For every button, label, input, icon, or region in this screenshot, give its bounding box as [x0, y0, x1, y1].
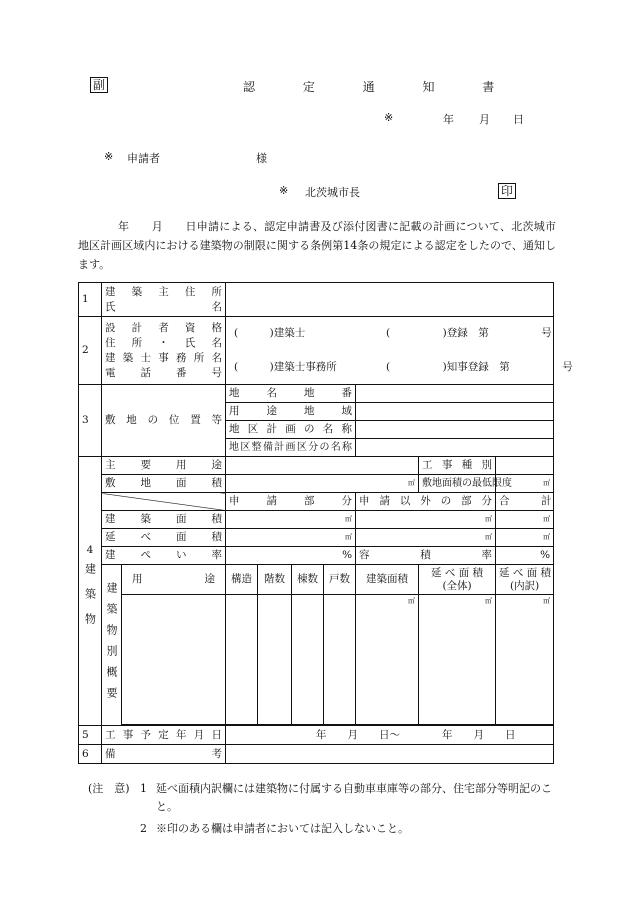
row-ratios: [79, 547, 554, 565]
row-area-header: [79, 493, 554, 511]
row-building-area: [79, 511, 554, 529]
office-registration: ( )知事登録 第 号: [386, 361, 573, 373]
owner-name-label: 氏 名: [105, 300, 223, 313]
note-1: [88, 780, 558, 816]
note-1-number: 1: [140, 782, 147, 795]
row-main-use: [79, 457, 554, 475]
row-designer: [79, 317, 554, 385]
floor-area-total[interactable]: [496, 529, 554, 547]
certification-table: [78, 282, 573, 764]
district-plan-label: 地 区 計 画 の 名 称: [226, 421, 356, 439]
notice-body: 年 月 日申請による、認定申請書及び添付図書に記載の計画について、北茨城市地区計画区域内における建築物の制限に関する条例第14条の規定による認定をしたので、通知します。: [78, 220, 556, 271]
district-section-value[interactable]: [356, 439, 554, 457]
owner-value[interactable]: [226, 283, 554, 317]
overview-farea-total-unit: ㎡: [485, 597, 493, 605]
building-area-label: 建 築 面 積: [102, 511, 226, 529]
overview-farea-inner-unit: ㎡: [543, 597, 551, 605]
coverage-value[interactable]: %: [226, 547, 356, 565]
owner-address-label: 建 築 主 住 所: [105, 285, 223, 298]
use-column-header: 用 途: [122, 565, 226, 595]
building-area-applied-unit: ㎡: [345, 515, 353, 523]
seal-mark: 印: [498, 183, 516, 199]
building-area-column-header: 建築面積: [356, 565, 419, 595]
copy-mark: 副: [90, 77, 108, 93]
far-value[interactable]: %: [496, 547, 554, 565]
floor-area-applied-unit: ㎡: [345, 533, 353, 541]
applicant-label: 申請者: [127, 152, 160, 165]
zoning-value[interactable]: [356, 403, 554, 421]
date-day: 日: [513, 113, 524, 126]
notes-lead: (注 意): [88, 782, 130, 795]
building-area-applied[interactable]: [226, 511, 356, 529]
row-schedule: [79, 726, 554, 745]
far-label: 容 積 率: [356, 547, 496, 565]
remarks-value[interactable]: [226, 745, 554, 764]
remarks-label: 備 考: [102, 745, 226, 764]
designer-value[interactable]: [226, 317, 573, 385]
work-type-value[interactable]: [496, 457, 554, 475]
floor-area-label: 延 べ 面 積: [102, 529, 226, 547]
note-2: [88, 820, 558, 838]
floor-area-total-header-line2: (全体): [442, 579, 472, 592]
designer-address-name-label: 住 所 ・ 氏 名: [105, 336, 223, 349]
applied-part-header: 申 請 部 分: [226, 493, 356, 511]
other-part-header: 申請以外の部分: [356, 493, 496, 511]
row-remarks: [79, 745, 554, 764]
min-site-area-unit: ㎡: [543, 479, 551, 487]
floor-area-other[interactable]: [356, 529, 496, 547]
designer-qualification-label: 設 計 者 資 格: [105, 321, 223, 334]
use-column-value[interactable]: [122, 595, 226, 725]
site-area-label: 敷 地 面 積: [102, 475, 226, 493]
building-side-label: [79, 457, 102, 726]
applicant-honorific: 様: [256, 152, 267, 165]
buildings-column-value[interactable]: [292, 595, 324, 725]
main-use-label: 主 要 用 途: [102, 457, 226, 475]
row-owner: [79, 283, 554, 317]
building-area-column-value[interactable]: [356, 595, 419, 725]
issuer: 北茨城市長: [305, 186, 360, 199]
units-column-value[interactable]: [324, 595, 356, 725]
date-month: 月: [479, 113, 490, 126]
applicant-mark: ※: [104, 150, 114, 163]
owner-label: [102, 283, 226, 317]
coverage-label: 建 ぺ い 率: [102, 547, 226, 565]
designer-label: [102, 317, 226, 385]
site-address-label: 地 名 地 番: [226, 385, 356, 403]
note-2-number: 2: [140, 822, 147, 835]
building-vertical-label: 建築物: [83, 563, 97, 638]
floor-area-other-unit: ㎡: [485, 533, 493, 541]
architect-registration: ( )登録 第 号: [386, 327, 552, 339]
floor-area-total-header-line1: 延 べ 面 積: [431, 566, 484, 579]
overview-side-label: [102, 565, 122, 726]
zoning-label: 用 途 地 域: [226, 403, 356, 421]
row-1-number: 1: [79, 283, 102, 317]
row-4-number: 4: [86, 544, 94, 556]
floors-column-value[interactable]: [258, 595, 292, 725]
floor-area-inner-column-header: [496, 565, 554, 595]
row-overview-header: [79, 565, 554, 595]
designer-office-label: 建築士事務所名: [105, 351, 223, 364]
row-5-number: 5: [79, 726, 102, 745]
building-area-total-unit: ㎡: [543, 515, 551, 523]
schedule-label: 工事予定年月日: [102, 726, 226, 745]
main-use-value[interactable]: [226, 457, 419, 475]
structure-column-header: 構造: [226, 565, 258, 595]
office-class: ( )建築士事務所: [234, 361, 337, 373]
building-area-total[interactable]: [496, 511, 554, 529]
date-mark: ※: [384, 111, 394, 124]
floor-area-total-unit: ㎡: [543, 533, 551, 541]
row-2-number: 2: [79, 317, 102, 385]
notes: [88, 780, 558, 838]
district-section-label: 地区整備計画区分の名称: [226, 439, 356, 457]
structure-column-value[interactable]: [226, 595, 258, 725]
site-address-value[interactable]: [356, 385, 554, 403]
row-site-area: [79, 475, 554, 493]
units-column-header: 戸数: [324, 565, 356, 595]
floor-area-inner-column-value[interactable]: [496, 595, 554, 725]
site-area-unit: ㎡: [408, 479, 416, 487]
row-6-number: 6: [79, 745, 102, 764]
min-site-area-label: 敷地面積の最低限度: [419, 475, 496, 493]
document-title: 認 定 通 知 書: [243, 80, 517, 94]
date-year: 年: [443, 113, 454, 126]
floor-area-inner-header-line2: (内訳): [510, 579, 540, 592]
note-2-text: ※印のある欄は申請者においては記入しないこと。: [156, 822, 409, 835]
designer-phone-label: 電 話 番 号: [105, 366, 223, 379]
note-1-text: 延べ面積内訳欄には建築物に付属する自動車車庫等の部分、住宅部分等明記のこと。: [156, 782, 552, 813]
total-header: 合 計: [496, 493, 554, 511]
building-area-other-unit: ㎡: [485, 515, 493, 523]
architect-class: ( )建築士: [234, 327, 306, 339]
floor-area-inner-header-line1: 延 べ 面 積: [499, 566, 552, 579]
overview-vertical-label: 建築物別概要: [105, 582, 118, 708]
building-area-other[interactable]: [356, 511, 496, 529]
schedule-value[interactable]: 年 月 日～ 年 月 日: [226, 726, 554, 745]
row-overview-body: [79, 595, 554, 725]
area-header-diagonal: [102, 493, 226, 511]
floor-area-total-column-value[interactable]: [419, 595, 496, 725]
floor-area-total-column-header: [419, 565, 496, 595]
district-plan-value[interactable]: [356, 421, 554, 439]
row-site-1: [79, 385, 554, 403]
floors-column-header: 階数: [258, 565, 292, 595]
buildings-column-header: 棟数: [292, 565, 324, 595]
site-label: 敷地の位置等: [102, 385, 226, 457]
row-3-number: 3: [79, 385, 102, 457]
work-type-label: 工 事 種 別: [419, 457, 496, 475]
issuer-mark: ※: [279, 184, 289, 197]
row-floor-area: [79, 529, 554, 547]
site-area-value[interactable]: [226, 475, 419, 493]
floor-area-applied[interactable]: [226, 529, 356, 547]
overview-barea-unit: ㎡: [408, 597, 416, 605]
